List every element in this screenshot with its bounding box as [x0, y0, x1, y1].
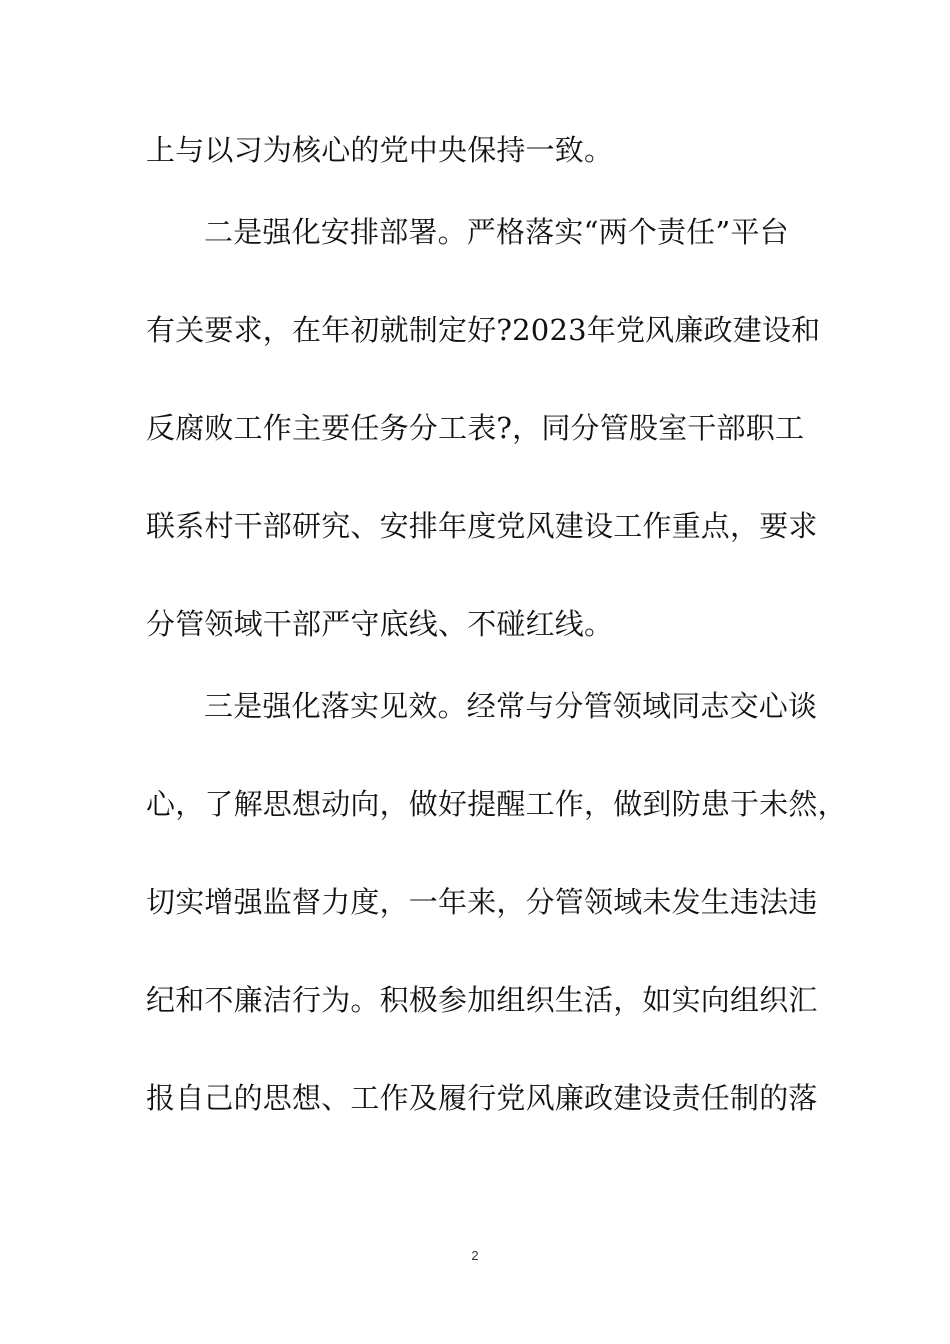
text-line-5: 联系村干部研究、安排年度党风建设工作重点，要求: [146, 509, 818, 543]
text-line-8: 心，了解思想动向，做好提醒工作，做到防患于未然，: [146, 787, 847, 821]
text-line-9: 切实增强监督力度，一年来，分管领域未发生违法违: [146, 885, 818, 919]
paragraph-2-heading-line: 二是强化安排部署。严格落实“两个责任”平台: [204, 215, 789, 249]
page-number: 2: [471, 1248, 479, 1263]
text-line-3: 有关要求，在年初就制定好?2023年党风廉政建设和: [146, 313, 821, 347]
text-line-6: 分管领域干部严守底线、不碰红线。: [146, 607, 614, 641]
text-line-10: 纪和不廉洁行为。积极参加组织生活，如实向组织汇: [146, 983, 818, 1017]
text-line-11: 报自己的思想、工作及履行党风廉政建设责任制的落: [146, 1081, 818, 1115]
text-line-4: 反腐败工作主要任务分工表?，同分管股室干部职工: [146, 411, 805, 445]
paragraph-3-heading-line: 三是强化落实见效。经常与分管领域同志交心谈: [204, 689, 818, 723]
text-line-1: 上与以习为核心的党中央保持一致。: [146, 133, 614, 167]
